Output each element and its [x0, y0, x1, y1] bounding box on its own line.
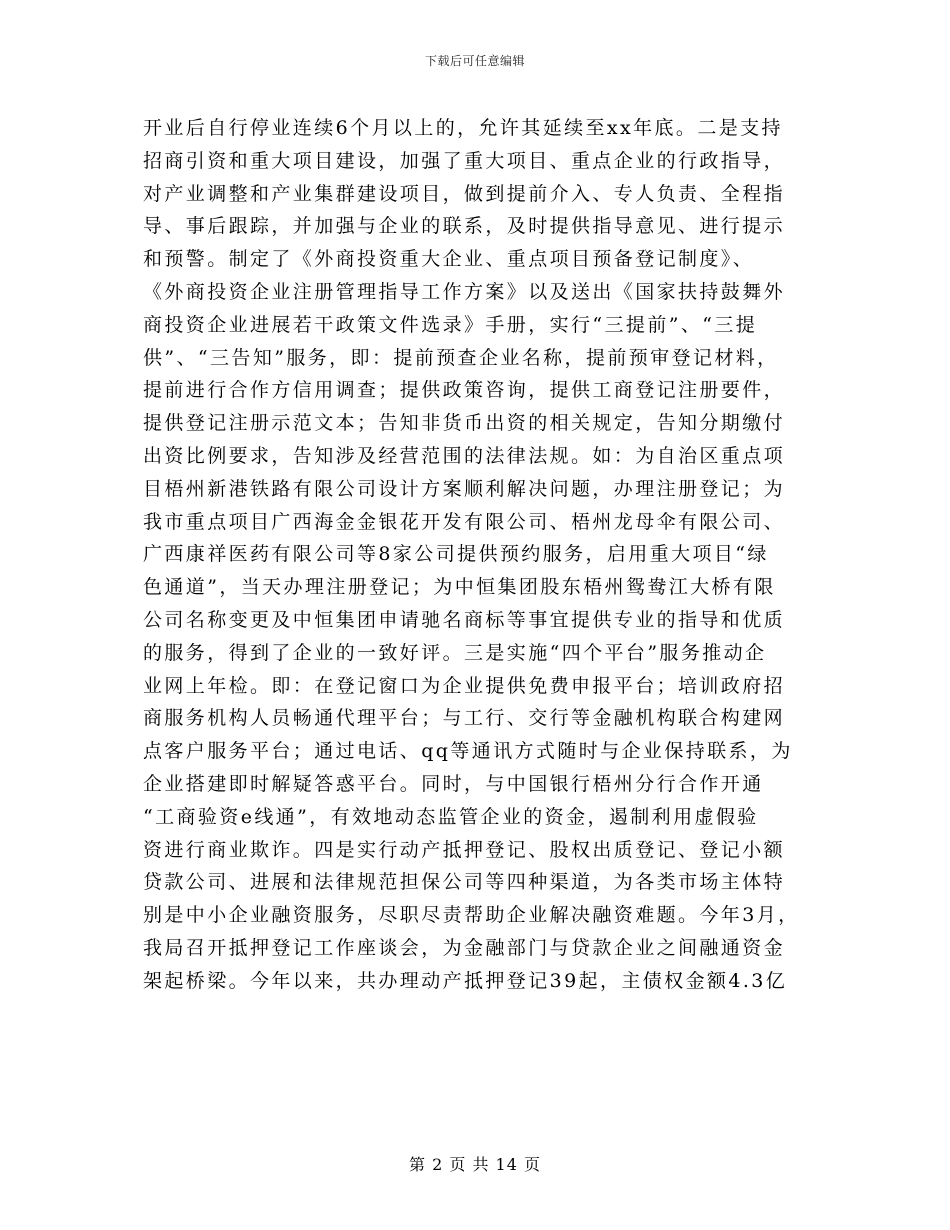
text-line: 招商引资和重大项目建设，加强了重大项目、重点企业的行政指导， — [143, 149, 786, 172]
text-line: 贷款公司、进展和法律规范担保公司等四种渠道，为各类市场主体特 — [143, 871, 786, 894]
text-line: 广西康祥医药有限公司等8家公司提供预约服务，启用重大项目“绿 — [143, 543, 769, 566]
text-line: 公司名称变更及中恒集团申请驰名商标等事宜提供专业的指导和优质 — [143, 608, 786, 631]
text-line: 供”、“三告知”服务，即：提前预查企业名称，提前预审登记材料， — [143, 346, 779, 369]
text-line: 我局召开抵押登记工作座谈会，为金融部门与贷款企业之间融通资金 — [143, 936, 786, 959]
text-line: 点客户服务平台；通过电话、qq等通讯方式随时与企业保持联系，为 — [143, 740, 793, 763]
text-line: 提供登记注册示范文本；告知非货币出资的相关规定，告知分期缴付 — [143, 412, 786, 435]
text-line: 色通道”，当天办理注册登记；为中恒集团股东梧州鸳鸯江大桥有限 — [143, 576, 776, 599]
text-line: 我市重点项目广西海金金银花开发有限公司、梧州龙母伞有限公司、 — [143, 510, 786, 533]
text-line: 开业后自行停业连续6个月以上的，允许其延续至xx年底。二是支持 — [143, 117, 783, 139]
text-line: 和预警。制定了《外商投资重大企业、重点项目预备登记制度》、 — [143, 248, 755, 271]
text-line: 提前进行合作方信用调查；提供政策咨询，提供工商登记注册要件， — [143, 379, 786, 402]
text-line: 业网上年检。即：在登记窗口为企业提供免费申报平台；培训政府招 — [143, 674, 786, 697]
text-line: 资进行商业欺诈。四是实行动产抵押登记、股权出质登记、登记小额 — [143, 838, 786, 861]
text-line: 《外商投资企业注册管理指导工作方案》以及送出《国家扶持鼓舞外 — [143, 280, 786, 303]
text-line: 架起桥梁。今年以来，共办理动产抵押登记39起，主债权金额4.3亿 — [143, 969, 788, 992]
text-line: 导、事后跟踪，并加强与企业的联系，及时提供指导意见、进行提示 — [143, 215, 786, 238]
text-line: 商服务机构人员畅通代理平台；与工行、交行等金融机构联合构建网 — [143, 707, 786, 730]
text-line: “工商验资e线通”，有效地动态监管企业的资金，遏制利用虚假验 — [143, 805, 759, 828]
text-line: 别是中小企业融资服务，尽职尽责帮助企业解决融资难题。今年3月， — [143, 904, 800, 927]
page-footer: 第 2 页 共 14 页 — [409, 1155, 541, 1174]
text-line: 企业搭建即时解疑答惑平台。同时，与中国银行梧州分行合作开通 — [143, 772, 764, 795]
text-line: 的服务，得到了企业的一致好评。三是实施“四个平台”服务推动企 — [143, 641, 767, 664]
text-line: 对产业调整和产业集群建设项目，做到提前介入、专人负责、全程指 — [143, 182, 786, 205]
text-line: 商投资企业进展若干政策文件选录》手册，实行“三提前”、“三提 — [143, 313, 758, 336]
text-line: 出资比例要求，告知涉及经营范围的法律法规。如：为自治区重点项 — [143, 444, 786, 467]
body-text — [143, 112, 808, 998]
text-line: 目梧州新港铁路有限公司设计方案顺利解决问题，办理注册登记；为 — [143, 477, 786, 500]
header-note: 下载后可任意编辑 — [424, 54, 525, 68]
